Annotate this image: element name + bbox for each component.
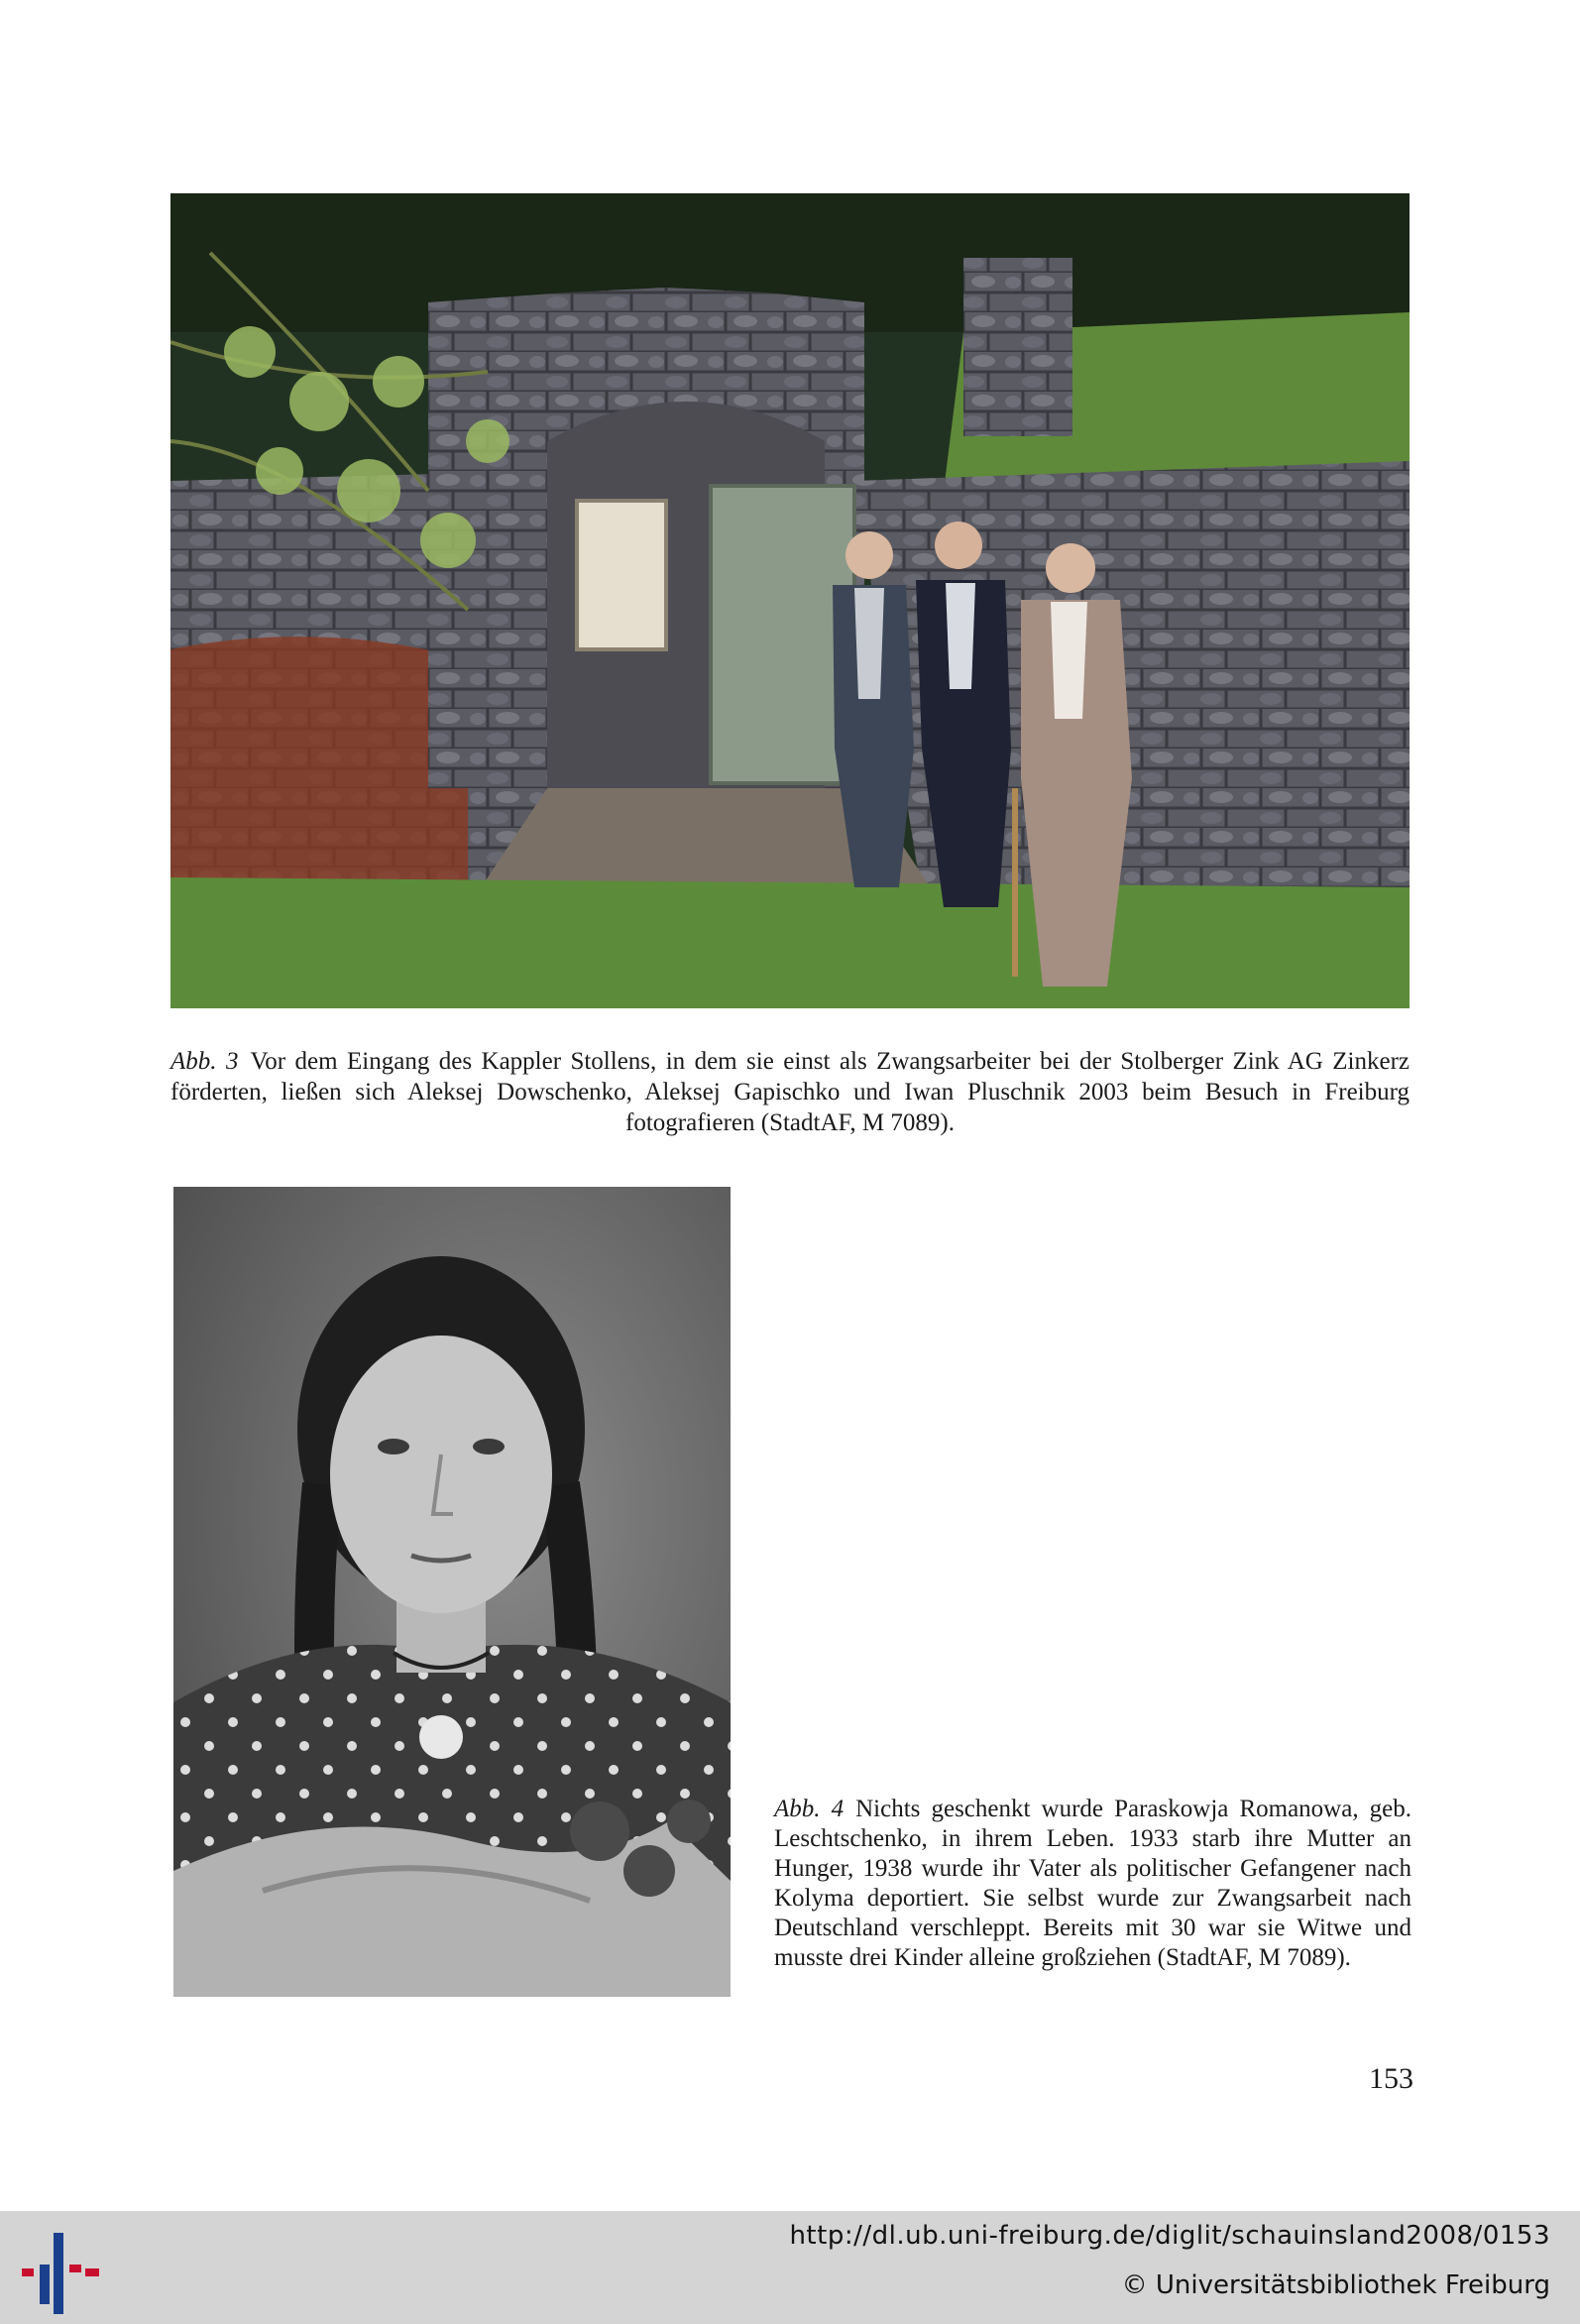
figure-3-caption: [170, 1046, 1410, 1138]
ub-freiburg-logo-icon: [18, 2229, 107, 2318]
figure-4-caption: [774, 1795, 1411, 1973]
footer-url-link[interactable]: http://dl.ub.uni-freiburg.de/diglit/schauinsland2008/0153: [789, 2221, 1550, 2251]
figure-4-label: Abb. 4: [774, 1796, 845, 1822]
page-number: 153: [1369, 2062, 1413, 2095]
figure-4-caption-text: Nichts geschenkt wurde Paraskowja Romanowa, geb. Leschtschenko, in ihrem Leben. 1933 starb ihre Mutter an Hunger, 1938 wurde ihr Vater als politischer Gefangener nach Kolyma deportiert. Sie selbst wurde zur Zwangsarbeit nach Deutschland verschleppt. Bereits mit 30 war sie Witwe und musste drei Kinder alleine großziehen (StadtAF, M 7089).: [774, 1796, 1412, 1971]
figure-3-caption-text: Vor dem Eingang des Kappler Stollens, in dem sie einst als Zwangsarbeiter bei der Stolberger Zink AG Zinkerz förderten, ließen sich Aleksej Dowschenko, Aleksej Gapischko und Iwan Pluschnik 2003 beim Besuch in Freiburg fotografieren (StadtAF, M 7089).: [170, 1048, 1410, 1136]
figure-3-label: Abb. 3: [170, 1048, 239, 1075]
photo-portrait: [173, 1187, 731, 1997]
footer-bar: [0, 2211, 1580, 2324]
photo-mine-entrance: [170, 193, 1410, 1008]
footer-copyright: © Universitätsbibliothek Freiburg: [1121, 2270, 1550, 2300]
